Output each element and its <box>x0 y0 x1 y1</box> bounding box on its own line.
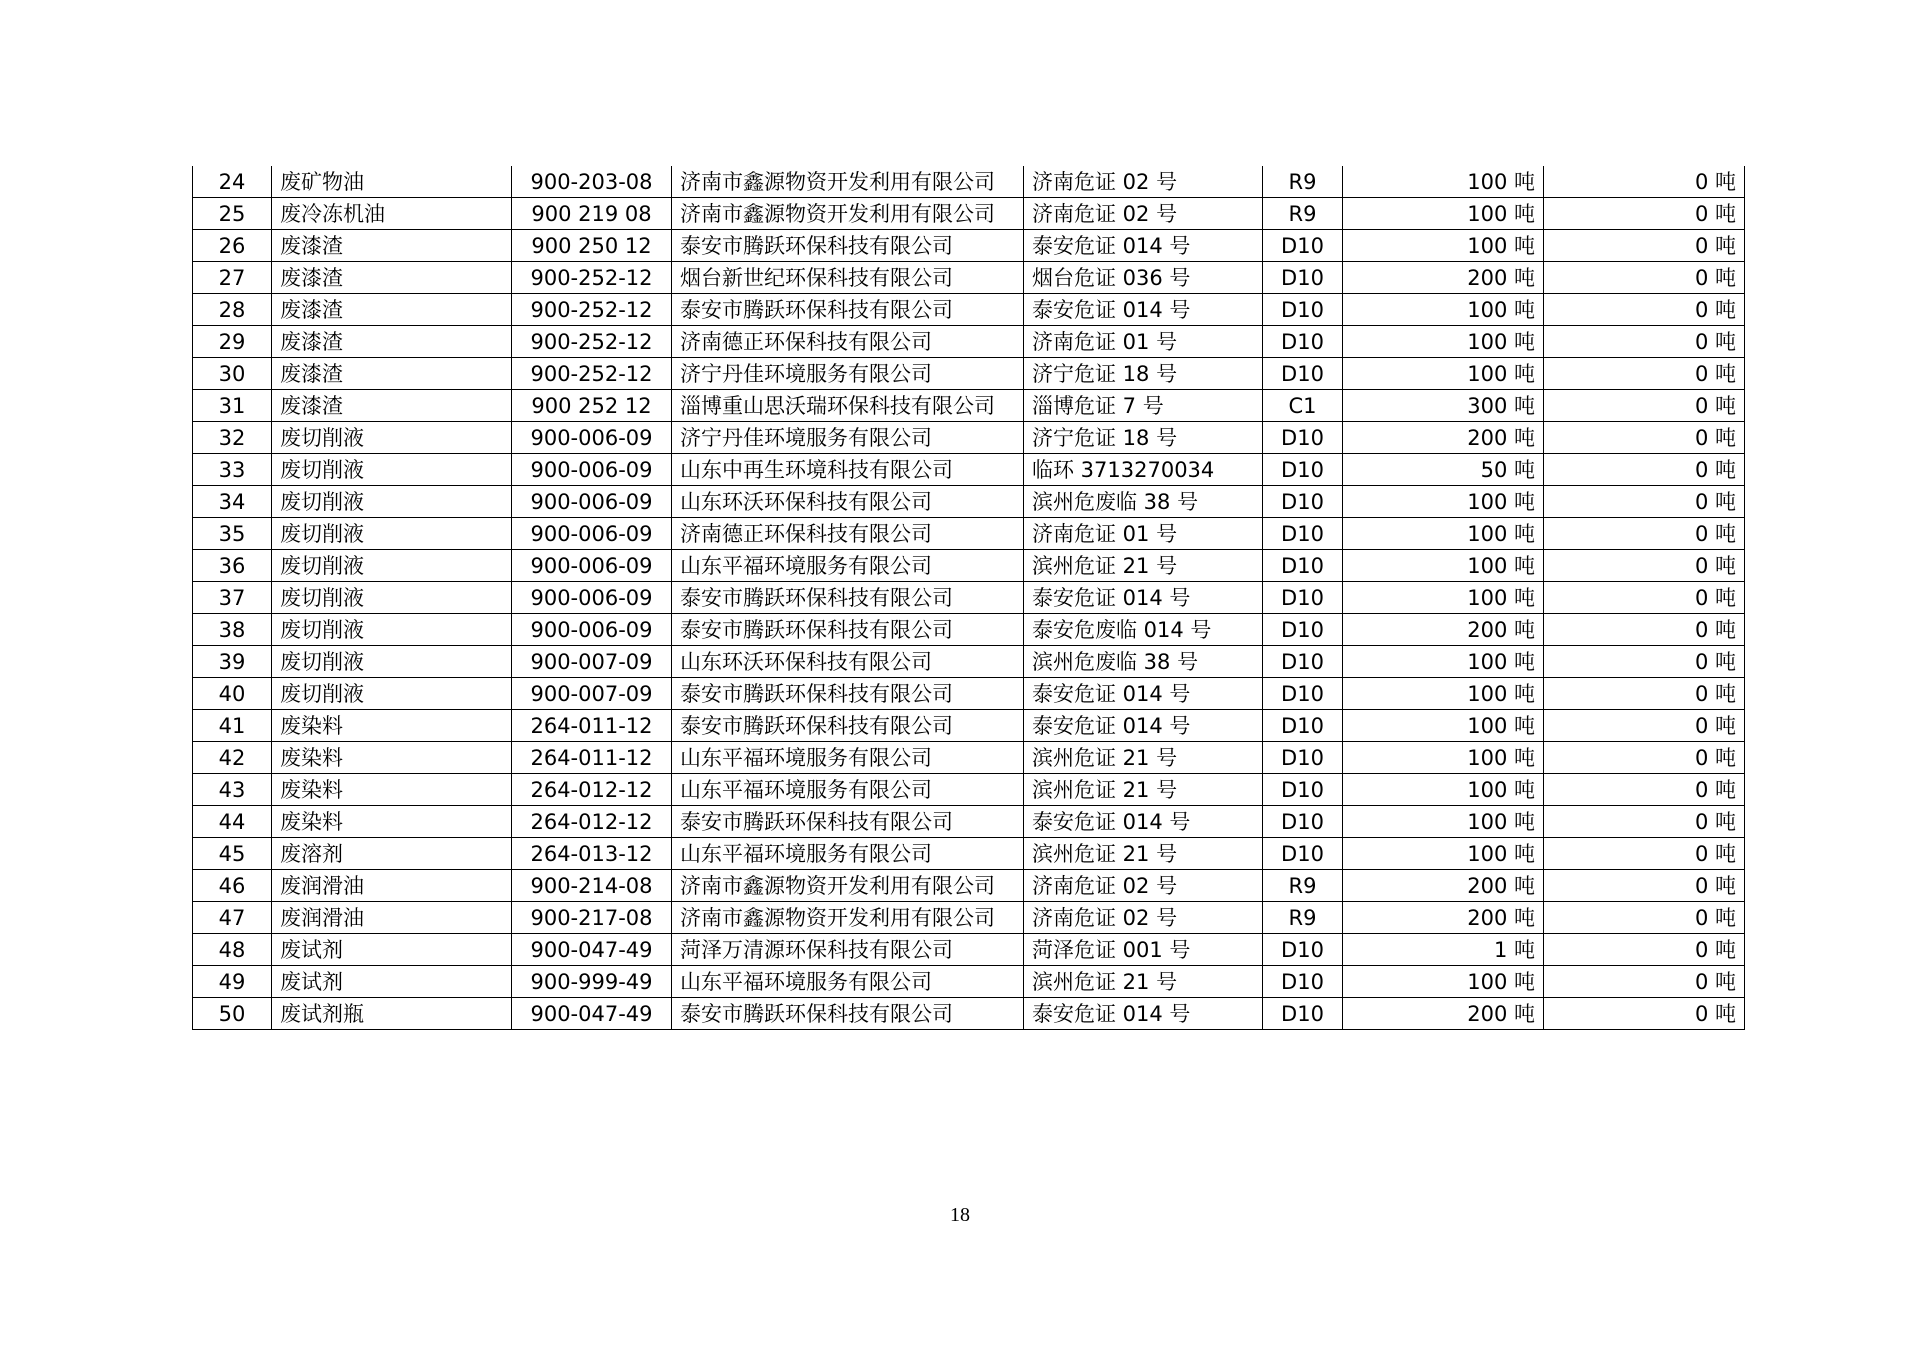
transferred-amount: 0 吨 <box>1544 486 1745 518</box>
disposal-company: 山东平福环境服务有限公司 <box>672 774 1024 806</box>
disposal-method: D10 <box>1263 262 1343 294</box>
table-row <box>193 326 1745 358</box>
contract-amount: 100 吨 <box>1343 838 1544 870</box>
waste-name: 废漆渣 <box>272 358 512 390</box>
table-row <box>193 198 1745 230</box>
transferred-amount: 0 吨 <box>1544 710 1745 742</box>
transferred-amount: 0 吨 <box>1544 262 1745 294</box>
waste-code: 264-011-12 <box>512 710 672 742</box>
disposal-method: D10 <box>1263 710 1343 742</box>
table-row <box>193 518 1745 550</box>
contract-amount: 100 吨 <box>1343 166 1544 198</box>
waste-name: 废染料 <box>272 774 512 806</box>
disposal-company: 济南市鑫源物资开发利用有限公司 <box>672 902 1024 934</box>
row-index: 46 <box>193 870 272 902</box>
waste-code: 264-012-12 <box>512 806 672 838</box>
waste-code: 900-999-49 <box>512 966 672 998</box>
waste-code: 900-006-09 <box>512 422 672 454</box>
table-row <box>193 262 1745 294</box>
disposal-method: D10 <box>1263 550 1343 582</box>
waste-name: 废润滑油 <box>272 870 512 902</box>
contract-amount: 1 吨 <box>1343 934 1544 966</box>
row-index: 29 <box>193 326 272 358</box>
disposal-method: D10 <box>1263 230 1343 262</box>
license-number: 济南危证 02 号 <box>1024 198 1263 230</box>
waste-name: 废冷冻机油 <box>272 198 512 230</box>
disposal-company: 泰安市腾跃环保科技有限公司 <box>672 998 1024 1030</box>
disposal-company: 泰安市腾跃环保科技有限公司 <box>672 582 1024 614</box>
transferred-amount: 0 吨 <box>1544 454 1745 486</box>
license-number: 济南危证 01 号 <box>1024 326 1263 358</box>
transferred-amount: 0 吨 <box>1544 198 1745 230</box>
contract-amount: 100 吨 <box>1343 678 1544 710</box>
contract-amount: 100 吨 <box>1343 582 1544 614</box>
table-row <box>193 934 1745 966</box>
disposal-company: 山东平福环境服务有限公司 <box>672 742 1024 774</box>
waste-name: 废切削液 <box>272 518 512 550</box>
waste-name: 废切削液 <box>272 486 512 518</box>
waste-name: 废润滑油 <box>272 902 512 934</box>
table-row <box>193 870 1745 902</box>
disposal-company: 山东平福环境服务有限公司 <box>672 966 1024 998</box>
license-number: 滨州危证 21 号 <box>1024 774 1263 806</box>
transferred-amount: 0 吨 <box>1544 326 1745 358</box>
disposal-company: 山东环沃环保科技有限公司 <box>672 646 1024 678</box>
waste-code: 900-252-12 <box>512 358 672 390</box>
row-index: 37 <box>193 582 272 614</box>
disposal-company: 烟台新世纪环保科技有限公司 <box>672 262 1024 294</box>
contract-amount: 100 吨 <box>1343 806 1544 838</box>
license-number: 泰安危证 014 号 <box>1024 678 1263 710</box>
table-row <box>193 486 1745 518</box>
transferred-amount: 0 吨 <box>1544 646 1745 678</box>
row-index: 28 <box>193 294 272 326</box>
row-index: 47 <box>193 902 272 934</box>
transferred-amount: 0 吨 <box>1544 582 1745 614</box>
disposal-company: 山东环沃环保科技有限公司 <box>672 486 1024 518</box>
disposal-method: D10 <box>1263 614 1343 646</box>
license-number: 济南危证 02 号 <box>1024 902 1263 934</box>
row-index: 24 <box>193 166 272 198</box>
waste-name: 废漆渣 <box>272 390 512 422</box>
waste-code: 900-006-09 <box>512 486 672 518</box>
waste-name: 废试剂 <box>272 934 512 966</box>
disposal-company: 菏泽万清源环保科技有限公司 <box>672 934 1024 966</box>
table-row <box>193 614 1745 646</box>
disposal-method: D10 <box>1263 358 1343 390</box>
disposal-company: 山东中再生环境科技有限公司 <box>672 454 1024 486</box>
disposal-company: 济宁丹佳环境服务有限公司 <box>672 358 1024 390</box>
waste-code: 264-012-12 <box>512 774 672 806</box>
transferred-amount: 0 吨 <box>1544 230 1745 262</box>
disposal-method: R9 <box>1263 870 1343 902</box>
waste-name: 废切削液 <box>272 614 512 646</box>
table-row <box>193 358 1745 390</box>
table-row <box>193 902 1745 934</box>
contract-amount: 100 吨 <box>1343 966 1544 998</box>
row-index: 25 <box>193 198 272 230</box>
waste-code: 900-006-09 <box>512 454 672 486</box>
waste-name: 废染料 <box>272 742 512 774</box>
license-number: 济南危证 02 号 <box>1024 166 1263 198</box>
table-row <box>193 838 1745 870</box>
disposal-method: D10 <box>1263 294 1343 326</box>
waste-code: 900-006-09 <box>512 582 672 614</box>
hazardous-waste-table <box>192 166 1745 1030</box>
waste-code: 264-013-12 <box>512 838 672 870</box>
waste-code: 900 250 12 <box>512 230 672 262</box>
disposal-method: R9 <box>1263 166 1343 198</box>
table-body <box>193 166 1745 1030</box>
row-index: 50 <box>193 998 272 1030</box>
contract-amount: 300 吨 <box>1343 390 1544 422</box>
row-index: 48 <box>193 934 272 966</box>
license-number: 滨州危废临 38 号 <box>1024 486 1263 518</box>
row-index: 49 <box>193 966 272 998</box>
row-index: 44 <box>193 806 272 838</box>
table-row <box>193 710 1745 742</box>
disposal-company: 山东平福环境服务有限公司 <box>672 550 1024 582</box>
contract-amount: 200 吨 <box>1343 614 1544 646</box>
disposal-method: D10 <box>1263 486 1343 518</box>
contract-amount: 200 吨 <box>1343 870 1544 902</box>
row-index: 38 <box>193 614 272 646</box>
waste-name: 废溶剂 <box>272 838 512 870</box>
waste-name: 废试剂 <box>272 966 512 998</box>
table-row <box>193 966 1745 998</box>
table-row <box>193 390 1745 422</box>
waste-code: 900-047-49 <box>512 934 672 966</box>
page-number: 18 <box>950 1204 970 1226</box>
table-row <box>193 422 1745 454</box>
contract-amount: 200 吨 <box>1343 422 1544 454</box>
disposal-method: D10 <box>1263 838 1343 870</box>
row-index: 27 <box>193 262 272 294</box>
waste-name: 废染料 <box>272 710 512 742</box>
license-number: 泰安危废临 014 号 <box>1024 614 1263 646</box>
license-number: 菏泽危证 001 号 <box>1024 934 1263 966</box>
transferred-amount: 0 吨 <box>1544 806 1745 838</box>
license-number: 滨州危废临 38 号 <box>1024 646 1263 678</box>
row-index: 40 <box>193 678 272 710</box>
waste-name: 废切削液 <box>272 454 512 486</box>
transferred-amount: 0 吨 <box>1544 390 1745 422</box>
license-number: 济宁危证 18 号 <box>1024 422 1263 454</box>
contract-amount: 100 吨 <box>1343 646 1544 678</box>
transferred-amount: 0 吨 <box>1544 774 1745 806</box>
license-number: 滨州危证 21 号 <box>1024 838 1263 870</box>
waste-name: 废切削液 <box>272 550 512 582</box>
table-row <box>193 646 1745 678</box>
waste-name: 废染料 <box>272 806 512 838</box>
waste-code: 900-217-08 <box>512 902 672 934</box>
disposal-company: 泰安市腾跃环保科技有限公司 <box>672 614 1024 646</box>
disposal-company: 济宁丹佳环境服务有限公司 <box>672 422 1024 454</box>
license-number: 济南危证 01 号 <box>1024 518 1263 550</box>
table-row <box>193 998 1745 1030</box>
license-number: 淄博危证 7 号 <box>1024 390 1263 422</box>
disposal-company: 泰安市腾跃环保科技有限公司 <box>672 806 1024 838</box>
disposal-method: R9 <box>1263 902 1343 934</box>
row-index: 35 <box>193 518 272 550</box>
row-index: 42 <box>193 742 272 774</box>
contract-amount: 100 吨 <box>1343 710 1544 742</box>
transferred-amount: 0 吨 <box>1544 422 1745 454</box>
table-row <box>193 742 1745 774</box>
waste-code: 900-047-49 <box>512 998 672 1030</box>
contract-amount: 200 吨 <box>1343 998 1544 1030</box>
disposal-company: 济南市鑫源物资开发利用有限公司 <box>672 870 1024 902</box>
contract-amount: 100 吨 <box>1343 742 1544 774</box>
transferred-amount: 0 吨 <box>1544 838 1745 870</box>
disposal-method: D10 <box>1263 998 1343 1030</box>
disposal-company: 泰安市腾跃环保科技有限公司 <box>672 230 1024 262</box>
table-row <box>193 582 1745 614</box>
waste-name: 废切削液 <box>272 582 512 614</box>
transferred-amount: 0 吨 <box>1544 550 1745 582</box>
row-index: 34 <box>193 486 272 518</box>
contract-amount: 100 吨 <box>1343 486 1544 518</box>
transferred-amount: 0 吨 <box>1544 166 1745 198</box>
disposal-method: R9 <box>1263 198 1343 230</box>
license-number: 济宁危证 18 号 <box>1024 358 1263 390</box>
transferred-amount: 0 吨 <box>1544 614 1745 646</box>
disposal-method: C1 <box>1263 390 1343 422</box>
disposal-company: 济南市鑫源物资开发利用有限公司 <box>672 166 1024 198</box>
transferred-amount: 0 吨 <box>1544 934 1745 966</box>
waste-code: 900-252-12 <box>512 326 672 358</box>
waste-name: 废试剂瓶 <box>272 998 512 1030</box>
waste-name: 废切削液 <box>272 422 512 454</box>
license-number: 泰安危证 014 号 <box>1024 294 1263 326</box>
table-row <box>193 678 1745 710</box>
disposal-company: 济南德正环保科技有限公司 <box>672 326 1024 358</box>
contract-amount: 100 吨 <box>1343 550 1544 582</box>
disposal-company: 济南市鑫源物资开发利用有限公司 <box>672 198 1024 230</box>
transferred-amount: 0 吨 <box>1544 966 1745 998</box>
disposal-method: D10 <box>1263 582 1343 614</box>
row-index: 26 <box>193 230 272 262</box>
table-row <box>193 806 1745 838</box>
transferred-amount: 0 吨 <box>1544 870 1745 902</box>
waste-code: 900-006-09 <box>512 550 672 582</box>
disposal-method: D10 <box>1263 454 1343 486</box>
transferred-amount: 0 吨 <box>1544 358 1745 390</box>
transferred-amount: 0 吨 <box>1544 678 1745 710</box>
disposal-method: D10 <box>1263 966 1343 998</box>
waste-name: 废漆渣 <box>272 230 512 262</box>
disposal-method: D10 <box>1263 934 1343 966</box>
disposal-company: 泰安市腾跃环保科技有限公司 <box>672 678 1024 710</box>
waste-code: 900-214-08 <box>512 870 672 902</box>
table-row <box>193 166 1745 198</box>
waste-code: 900 219 08 <box>512 198 672 230</box>
license-number: 滨州危证 21 号 <box>1024 550 1263 582</box>
disposal-method: D10 <box>1263 742 1343 774</box>
waste-code: 900 252 12 <box>512 390 672 422</box>
waste-name: 废漆渣 <box>272 326 512 358</box>
table-row <box>193 230 1745 262</box>
contract-amount: 200 吨 <box>1343 902 1544 934</box>
transferred-amount: 0 吨 <box>1544 998 1745 1030</box>
transferred-amount: 0 吨 <box>1544 518 1745 550</box>
disposal-company: 泰安市腾跃环保科技有限公司 <box>672 710 1024 742</box>
contract-amount: 100 吨 <box>1343 294 1544 326</box>
row-index: 31 <box>193 390 272 422</box>
waste-name: 废切削液 <box>272 646 512 678</box>
waste-code: 900-252-12 <box>512 262 672 294</box>
row-index: 33 <box>193 454 272 486</box>
disposal-method: D10 <box>1263 422 1343 454</box>
license-number: 烟台危证 036 号 <box>1024 262 1263 294</box>
row-index: 36 <box>193 550 272 582</box>
contract-amount: 100 吨 <box>1343 774 1544 806</box>
waste-code: 900-007-09 <box>512 646 672 678</box>
waste-code: 900-203-08 <box>512 166 672 198</box>
table-row <box>193 454 1745 486</box>
row-index: 30 <box>193 358 272 390</box>
contract-amount: 100 吨 <box>1343 358 1544 390</box>
waste-name: 废漆渣 <box>272 262 512 294</box>
license-number: 滨州危证 21 号 <box>1024 742 1263 774</box>
row-index: 43 <box>193 774 272 806</box>
table-row <box>193 294 1745 326</box>
disposal-method: D10 <box>1263 774 1343 806</box>
disposal-method: D10 <box>1263 326 1343 358</box>
disposal-method: D10 <box>1263 678 1343 710</box>
contract-amount: 100 吨 <box>1343 198 1544 230</box>
row-index: 41 <box>193 710 272 742</box>
disposal-method: D10 <box>1263 646 1343 678</box>
row-index: 45 <box>193 838 272 870</box>
license-number: 临环 3713270034 <box>1024 454 1263 486</box>
transferred-amount: 0 吨 <box>1544 742 1745 774</box>
waste-name: 废漆渣 <box>272 294 512 326</box>
license-number: 泰安危证 014 号 <box>1024 998 1263 1030</box>
waste-name: 废切削液 <box>272 678 512 710</box>
table-row <box>193 774 1745 806</box>
row-index: 32 <box>193 422 272 454</box>
waste-code: 900-006-09 <box>512 518 672 550</box>
disposal-method: D10 <box>1263 806 1343 838</box>
disposal-company: 山东平福环境服务有限公司 <box>672 838 1024 870</box>
disposal-method: D10 <box>1263 518 1343 550</box>
waste-code: 900-252-12 <box>512 294 672 326</box>
waste-name: 废矿物油 <box>272 166 512 198</box>
license-number: 泰安危证 014 号 <box>1024 582 1263 614</box>
waste-code: 900-007-09 <box>512 678 672 710</box>
row-index: 39 <box>193 646 272 678</box>
transferred-amount: 0 吨 <box>1544 294 1745 326</box>
contract-amount: 50 吨 <box>1343 454 1544 486</box>
license-number: 泰安危证 014 号 <box>1024 230 1263 262</box>
license-number: 泰安危证 014 号 <box>1024 806 1263 838</box>
waste-code: 900-006-09 <box>512 614 672 646</box>
disposal-company: 淄博重山思沃瑞环保科技有限公司 <box>672 390 1024 422</box>
license-number: 济南危证 02 号 <box>1024 870 1263 902</box>
contract-amount: 100 吨 <box>1343 518 1544 550</box>
contract-amount: 100 吨 <box>1343 326 1544 358</box>
contract-amount: 200 吨 <box>1343 262 1544 294</box>
disposal-company: 泰安市腾跃环保科技有限公司 <box>672 294 1024 326</box>
disposal-company: 济南德正环保科技有限公司 <box>672 518 1024 550</box>
waste-code: 264-011-12 <box>512 742 672 774</box>
license-number: 泰安危证 014 号 <box>1024 710 1263 742</box>
license-number: 滨州危证 21 号 <box>1024 966 1263 998</box>
transferred-amount: 0 吨 <box>1544 902 1745 934</box>
contract-amount: 100 吨 <box>1343 230 1544 262</box>
table-row <box>193 550 1745 582</box>
